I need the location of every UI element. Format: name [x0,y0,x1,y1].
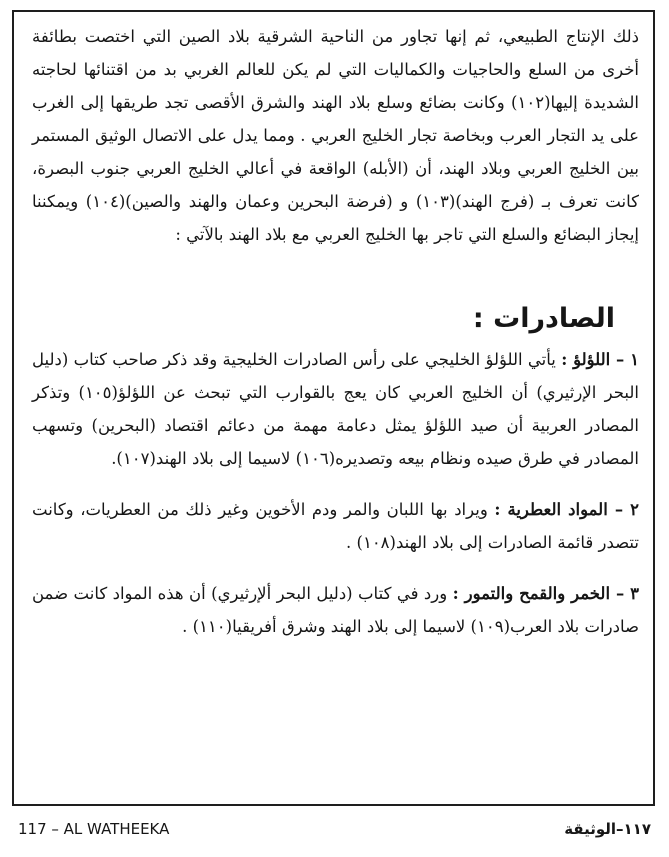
footer-page-label-latin: 117 – AL WATHEEKA [18,820,170,838]
article-body [14,12,653,643]
item-heading: ٢ – المواد العطرية : [494,500,639,519]
export-item-wine-wheat-dates [32,577,639,643]
item-text: ويراد بها اللبان والمر ودم الأخوين وغير ذلك من العطريات، وكانت تتصدر قائمة الصادرات إلى بلاد الهند(١٠٨) . [32,500,639,552]
intro-paragraph: ذلك الإنتاج الطبيعي، ثم إنها تجاور من الناحية الشرقية بلاد الصين التي اختصت بطائفة أخرى من السلع والحاجيات والكماليات التي لم يكن للعالم الغربي بد من اقتنائها لحاجته الشديدة إليها(١٠٢) وكانت بضائع وسلع بلاد الهند والشرق الأقصى تجد طريقها إلى الغرب على يد التجار العرب وبخاصة تجار الخليج العربي . ومما يدل على الاتصال الوثيق المستمر بين الخليج العربي وبلاد الهند، أن (الأبله) الواقعة في أعالي الخليج العربي جنوب البصرة، كانت تعرف بـ (فرج الهند)(١٠٣) و (فرضة البحرين وعمان والهند والصين)(١٠٤) ويمكننا إيجاز البضائع والسلع التي تاجر بها الخليج العربي مع بلاد الهند بالآتي : [32,27,639,244]
page-footer [0,816,669,842]
export-item-pearls [32,343,639,475]
export-item-aromatics [32,493,639,559]
item-text: ورد في كتاب (دليل البحر ألإرثيري) أن هذه المواد كانت ضمن صادرات بلاد العرب(١٠٩) لاسيما إلى بلاد الهند وشرق أفريقيا(١١٠) . [32,584,639,636]
text-frame [12,10,655,806]
item-text: يأتي اللؤلؤ الخليجي على رأس الصادرات الخليجية وقد ذكر صاحب كتاب (دليل البحر الإرثيري) أن الخليج العربي كان يعج بالقوارب التي تبحث عن اللؤلؤ(١٠٥) وتذكر المصادر العربية أن صيد اللؤلؤ يمثل دعامة مهمة من دعائم اقتصاد (البحرين) وتسهب المصادر في طرق صيده ونظام بيعه وتصديره(١٠٦) لاسيما إلى بلاد الهند(١٠٧). [32,350,639,468]
item-heading: ١ – اللؤلؤ : [561,350,639,369]
section-title: الصادرات : [472,303,615,334]
footer-page-label-arabic: ١١٧–الوثيقة [564,820,651,838]
item-heading: ٣ – الخمر والقمح والتمور : [452,584,639,603]
